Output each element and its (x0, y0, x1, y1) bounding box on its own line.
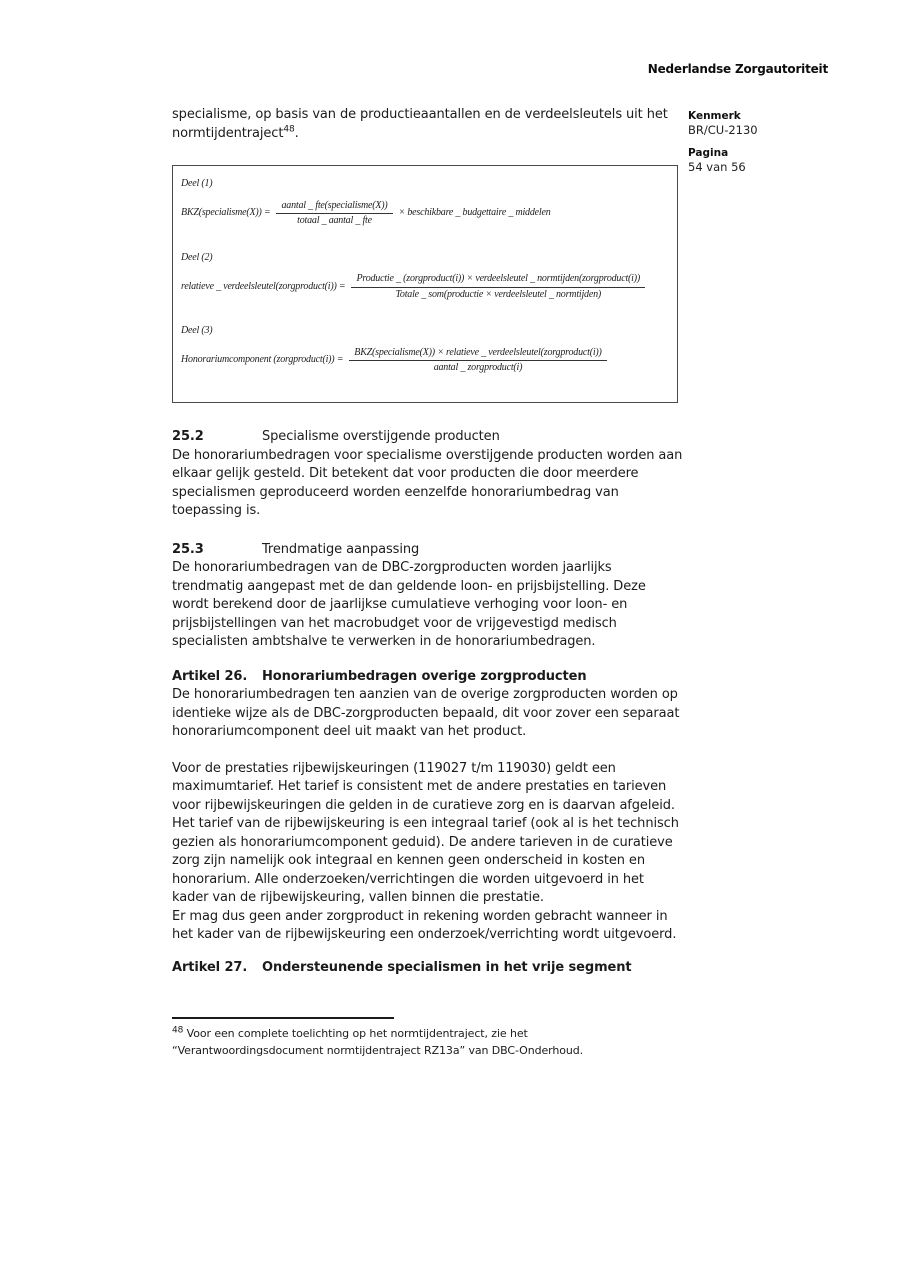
section-25-2-paragraph: De honorariumbedragen voor specialisme overstijgende producten worden aan elkaar gelijk gesteld. Dit betekent dat voor producten die door meerdere specialismen geproduceerd worden eenzelfde honorariumbedrag van toepassing is. (172, 447, 683, 518)
footnote (172, 1017, 632, 1059)
article-27-heading (172, 959, 684, 978)
formula-part-3 (181, 347, 669, 375)
formula-box (172, 165, 678, 403)
article-26-paragraph: De honorariumbedragen ten aanzien van de overige zorgproducten worden op identieke wijze als de DBC-zorgproducten bepaald, dit voor zover een separaat honorariumcomponent deel uit maakt van het product. (172, 687, 680, 739)
formula-3-lhs: Honorariumcomponent (zorgproduct(i)) = (181, 354, 344, 366)
organization-logo-text: Nederlandse Zorgautoriteit (647, 62, 828, 76)
formula-1-lhs: BKZ(specialisme(X)) = (181, 207, 271, 219)
kenmerk-value: BR/CU-2130 (688, 123, 758, 137)
section-heading-25-3 (172, 541, 684, 560)
section-heading-25-2 (172, 428, 684, 447)
article-26-heading (172, 668, 684, 687)
pagina-label: Pagina (688, 147, 729, 159)
formula-part-1-label: Deel (1) (181, 178, 213, 189)
footnote-text: Voor een complete toelichting op het normtijdentraject, zie het “Verantwoordingsdocument normtijdentraject RZ13a” van DBC-Onderhoud. (172, 1027, 584, 1057)
intro-text: specialisme, op basis van de productieaantallen en de verdeelsleutels uit het normtijdentraject (172, 107, 668, 141)
document-meta-sidebar (688, 110, 838, 184)
article-number: Artikel 27. (172, 959, 248, 975)
article-number: Artikel 26. (172, 668, 248, 684)
intro-period: . (294, 125, 299, 141)
formula-3-numerator: BKZ(specialisme(X)) × relatieve _ verdeelsleutel(zorgproduct(i)) (349, 347, 606, 362)
article-26-block-line: Voor de prestaties rijbewijskeuringen (119027 t/m 119030) geldt een maximumtarief. Het tarief is consistent met de andere prestaties en tarieven voor rijbewijskeuringen die gelden in de curatieve zorg en is daarvan afgeleid. (172, 760, 675, 813)
formula-part-3-label: Deel (3) (181, 325, 213, 336)
formula-2-fraction (351, 273, 645, 301)
section-number: 25.3 (172, 541, 204, 557)
formula-1-denominator: totaal _ aantal _ fte (297, 215, 372, 226)
formula-2-numerator: Productie _ (zorgproduct(i)) × verdeelsleutel _ normtijden(zorgproduct(i)) (351, 273, 645, 288)
section-25-3-paragraph: De honorariumbedragen van de DBC-zorgproducten worden jaarlijks trendmatig aangepast met de dan geldende loon- en prijsbijstelling. Deze wordt berekend door de jaarlijkse cumulatieve verhoging voor loon- en prijsbijstellingen van het macrobudget voor de vrijgevestigd medisch specialisten ambtshalve te verwerken in de honorariumbedragen. (172, 560, 646, 649)
article-title: Honorariumbedragen overige zorgproducten (262, 668, 587, 684)
article-title: Ondersteunende specialismen in het vrije segment (262, 959, 632, 975)
intro-paragraph (172, 106, 684, 143)
article-26-block-line: Er mag dus geen ander zorgproduct in rekening worden gebracht wanneer in het kader van de rijbewijskeuring een onderzoek/verrichting wordt uitgevoerd. (172, 908, 677, 942)
formula-part-2 (181, 273, 669, 301)
formula-3-fraction (349, 347, 606, 375)
formula-2-denominator: Totale _ som(productie × verdeelsleutel _ normtijden) (395, 288, 602, 300)
article-26-block-line: Het tarief van de rijbewijskeuring is een integraal tarief (ook al is het technisch gezien als honorariumcomponent geduid). De andere tarieven in de curatieve zorg zijn namelijk ook integraal en kennen geen onderscheid in kosten en honorarium. Alle onderzoeken/verrichtingen die worden uitgevoerd in het kader van de rijbewijskeuring, vallen binnen die prestatie. (172, 816, 679, 905)
formula-2-lhs: relatieve _ verdeelsleutel(zorgproduct(i)) = (181, 280, 346, 292)
main-text-column (172, 106, 684, 1059)
formula-part-2-label: Deel (2) (181, 251, 213, 263)
section-title: Specialisme overstijgende producten (262, 429, 500, 444)
formula-1-suffix: × beschikbare _ budgettaire _ middelen (398, 207, 551, 219)
formula-1-numerator: aantal _ fte(specialisme(X)) (276, 200, 392, 215)
pagina-value: 54 van 56 (688, 160, 746, 174)
footnote-reference-mark: 48 (283, 124, 295, 135)
formula-1-fraction (276, 200, 392, 228)
formula-3-denominator: aantal _ zorgproduct(i) (433, 362, 523, 373)
formula-part-1 (181, 200, 669, 228)
footnote-number: 48 (172, 1025, 184, 1036)
section-number: 25.2 (172, 429, 204, 444)
footnote-separator-rule (172, 1017, 394, 1019)
article-26-block (172, 760, 684, 945)
section-title: Trendmatige aanpassing (262, 541, 420, 557)
kenmerk-label: Kenmerk (688, 110, 741, 122)
